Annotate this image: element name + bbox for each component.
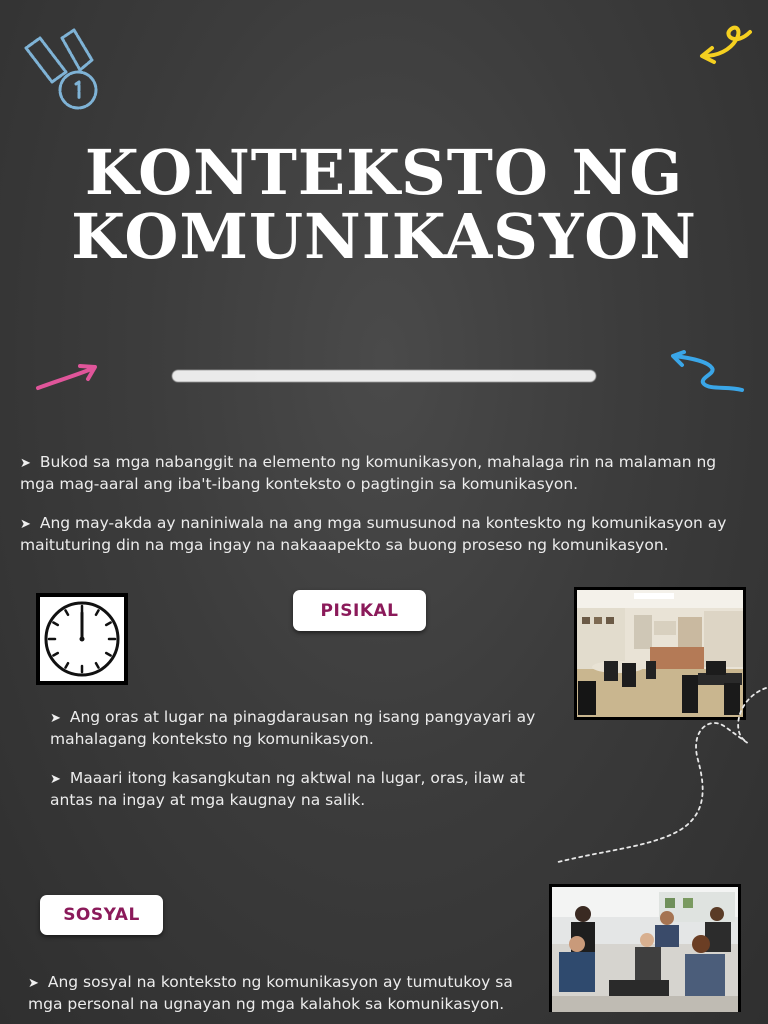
chalk-divider: [172, 370, 596, 382]
sosyal-bullet-1-text: Ang sosyal na konteksto ng komunikasyon ay tumutukoy sa mga personal na ugnayan ng mga kalahok sa komunikasyon.: [28, 973, 513, 1013]
pisikal-bullet-1-text: Ang oras at lugar na pinagdarausan ng isang pangyayari ay mahalagang konteksto ng komunikasyon.: [50, 708, 536, 748]
meeting-photo: [549, 884, 741, 1012]
medal-icon: [22, 24, 112, 114]
intro-bullet-2-text: Ang may-akda ay naniniwala na ang mga sumusunod na konteskto ng komunikasyon ay maituturing din na mga ingay na nakaaapekto sa buong proseso ng komunikasyon.: [20, 514, 727, 554]
pisikal-bullet-2-text: Maaari itong kasangkutan ng aktwal na lugar, oras, ilaw at antas na ingay at mga kaugnay na salik.: [50, 769, 525, 809]
dashed-path-decoration: [548, 680, 768, 870]
pink-arrow-icon: [34, 360, 102, 394]
bullet-arrow-icon: ➤: [20, 456, 31, 471]
pisikal-bullet-1: [50, 707, 550, 750]
intro-bullet-2: [20, 513, 750, 556]
intro-bullet-1: [20, 452, 750, 495]
pisikal-label: PISIKAL: [293, 590, 426, 631]
bullet-arrow-icon: ➤: [20, 517, 31, 532]
bullet-arrow-icon: ➤: [50, 711, 61, 726]
clock-icon-frame: [36, 593, 128, 685]
pisikal-bullet-2: [50, 768, 540, 811]
page-title-line-1: KONTEKSTO NG: [84, 136, 684, 209]
intro-bullet-1-text: Bukod sa mga nabanggit na elemento ng komunikasyon, mahalaga rin na malaman ng mga mag-aaral ang iba't-ibang konteksto o pagtingin sa komunikasyon.: [20, 453, 717, 493]
page-title-line-2: KOMUNIKASYON: [71, 200, 697, 273]
blue-squiggle-arrow-icon: [668, 348, 748, 396]
bullet-arrow-icon: ➤: [50, 772, 61, 787]
sosyal-label: SOSYAL: [40, 895, 163, 935]
sosyal-bullet-1: [28, 972, 538, 1015]
clock-icon: [40, 597, 124, 681]
yellow-loop-arrow-icon: [696, 20, 756, 68]
bullet-arrow-icon: ➤: [28, 976, 39, 991]
